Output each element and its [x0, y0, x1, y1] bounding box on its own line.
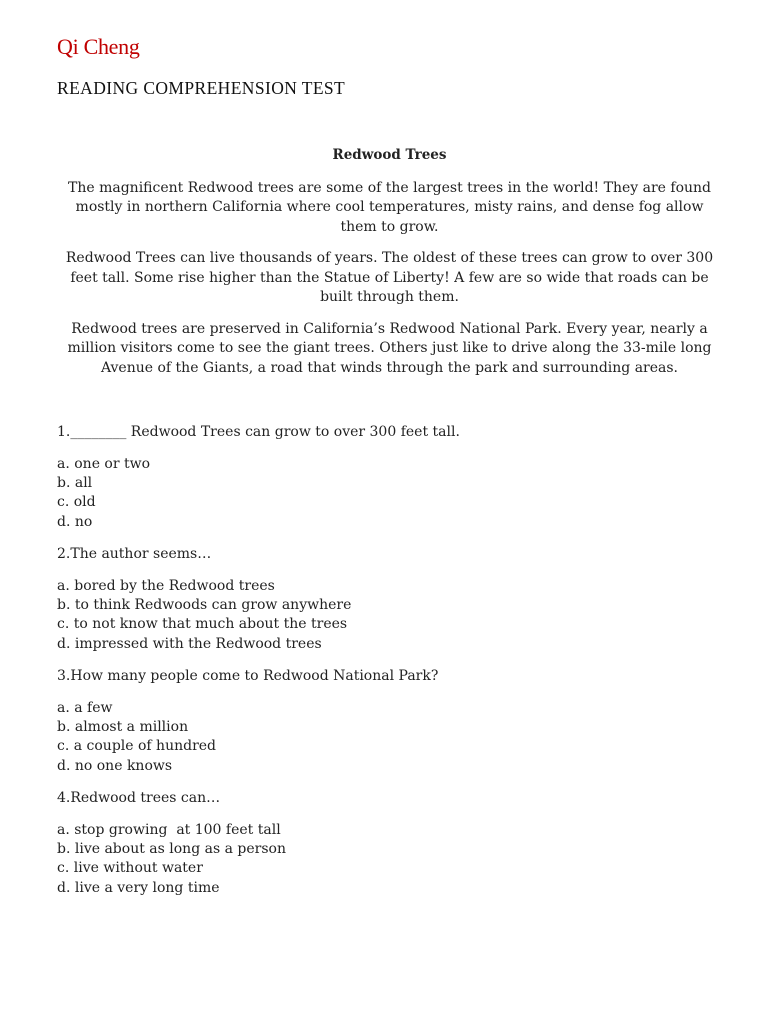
question-stem: 3.How many people come to Redwood National Park?	[57, 667, 439, 684]
passage-paragraph-1: The magnificent Redwood trees are some of the largest trees in the world! They are found mostly in northern California where cool temperatures, misty rains, and dense fog allow them to grow.	[68, 179, 711, 235]
answer-option: c. to not know that much about the trees	[57, 616, 348, 633]
answer-option: a. a few	[57, 699, 113, 716]
answer-option: c. old	[57, 494, 96, 511]
answer-option: b. live about as long as a person	[57, 841, 286, 858]
question-3	[57, 667, 737, 776]
answer-option: d. no	[57, 513, 93, 530]
question-1	[57, 423, 737, 532]
answer-option: a. bored by the Redwood trees	[57, 577, 275, 594]
answer-option: b. to think Redwoods can grow anywhere	[57, 597, 352, 614]
answer-option: c. live without water	[57, 860, 203, 877]
answer-options	[57, 577, 737, 654]
question-list	[57, 423, 737, 911]
author-name: Qi Cheng	[57, 34, 140, 59]
question-stem: 2.The author seems…	[57, 545, 212, 562]
answer-option: c. a couple of hundred	[57, 738, 217, 755]
question-stem: 1.________ Redwood Trees can grow to over 300 feet tall.	[57, 424, 460, 440]
answer-option: d. impressed with the Redwood trees	[57, 635, 322, 652]
answer-options	[57, 699, 737, 776]
answer-option: b. almost a million	[57, 719, 189, 736]
answer-option: b. all	[57, 475, 93, 492]
answer-option: a. stop growing at 100 feet tall	[57, 821, 281, 838]
answer-option: d. live a very long time	[57, 879, 220, 896]
answer-options	[57, 821, 737, 898]
test-title: READING COMPREHENSION TEST	[57, 78, 346, 98]
question-stem: 4.Redwood trees can…	[57, 789, 221, 806]
question-4	[57, 789, 737, 898]
reading-passage	[57, 146, 722, 390]
answer-option: d. no one knows	[57, 757, 173, 774]
passage-paragraph-2: Redwood Trees can live thousands of years. The oldest of these trees can grow to over 300 feet tall. Some rise higher than the Statue of Liberty! A few are so wide that roads can be built through them.	[65, 250, 714, 305]
answer-options	[57, 455, 737, 532]
passage-title: Redwood Trees	[332, 147, 447, 163]
question-2	[57, 545, 737, 654]
answer-option: a. one or two	[57, 455, 151, 472]
passage-paragraph-3: Redwood trees are preserved in California’s Redwood National Park. Every year, nearly a million visitors come to see the giant trees. Others just like to drive along the 33-mile long Avenue of the Giants, a road that winds through the park and surrounding areas.	[67, 320, 712, 376]
